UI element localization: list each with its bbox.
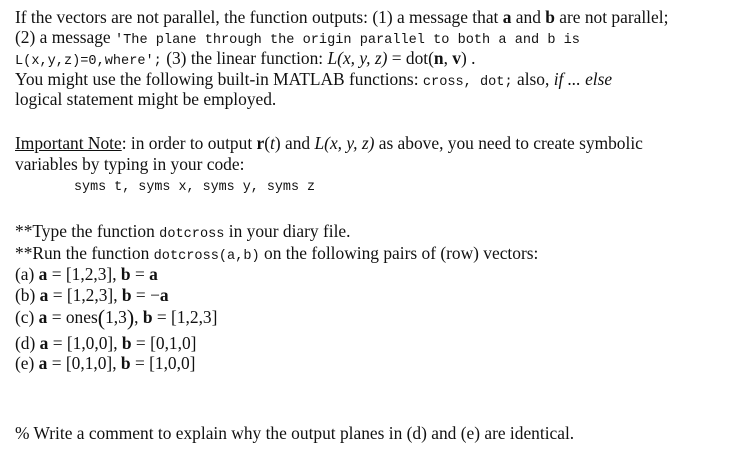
- vector-a: a: [149, 264, 158, 284]
- text-segment: are not parallel;: [554, 7, 669, 27]
- item-value: = [1,0,0]: [130, 353, 196, 373]
- list-item-e: [15, 353, 195, 373]
- item-value: = [1,2,3],: [48, 285, 122, 305]
- text-segment: (3) the linear function:: [161, 48, 328, 68]
- code-dotcross: dotcross: [159, 227, 225, 242]
- code-message: 'The plane through the origin parallel to both a and b is: [114, 33, 580, 48]
- math-L: L: [314, 133, 325, 153]
- vector-a: a: [39, 333, 49, 353]
- item-value: 1,3: [105, 307, 127, 327]
- item-value: = [1,2,3],: [47, 264, 121, 284]
- math-eq: = dot(: [387, 48, 434, 68]
- vector-a: a: [159, 285, 169, 305]
- vector-a: a: [38, 353, 48, 373]
- math-t: t: [270, 133, 275, 153]
- item-value: = [1,2,3]: [152, 307, 218, 327]
- math-close: ) .: [460, 48, 476, 68]
- math-L: L: [327, 48, 338, 68]
- vector-r: r: [256, 133, 265, 153]
- math-big-paren: (: [97, 305, 106, 330]
- item-value: =: [130, 264, 150, 284]
- text-segment: : in order to output: [121, 133, 257, 153]
- code-syms-text: syms t, syms x, syms y, syms z: [74, 180, 316, 195]
- if-else-text: if ... else: [553, 69, 613, 89]
- text-segment: on the following pairs of (row) vectors:: [259, 243, 539, 263]
- vector-a: a: [38, 307, 48, 327]
- text-segment: logical statement might be employed.: [15, 89, 277, 109]
- text-segment: as above, you need to create symbolic: [374, 133, 643, 153]
- text-line-6: [15, 133, 643, 153]
- item-value: ,: [134, 307, 143, 327]
- text-line-7: [15, 154, 244, 174]
- text-segment: (2) a message: [15, 27, 115, 47]
- math-big-paren: ): [126, 305, 135, 330]
- code-dotcross-call: dotcross(a,b): [153, 249, 260, 264]
- item-label: (c): [15, 307, 39, 327]
- important-note-label: Important Note: [15, 133, 122, 153]
- vector-b: b: [121, 285, 132, 305]
- text-segment: and: [280, 133, 315, 153]
- item-label: (a): [15, 264, 39, 284]
- item-value: = [1,0,0],: [48, 333, 122, 353]
- vector-a: a: [38, 264, 48, 284]
- text-segment: **Run the function: [15, 243, 154, 263]
- list-item-d: [15, 333, 196, 353]
- vector-b: b: [142, 307, 153, 327]
- text-segment: in your diary file.: [224, 221, 351, 241]
- math-args: (x, y, z): [337, 48, 388, 68]
- item-label: (e): [15, 353, 39, 373]
- code-message-end: L(x,y,z)=0,where';: [15, 54, 162, 69]
- text-line-1: [15, 7, 668, 27]
- math-paren: (: [264, 133, 271, 153]
- text-segment: You might use the following built-in MATLAB functions:: [15, 69, 423, 89]
- text-line-comment: [15, 423, 574, 443]
- vector-b: b: [120, 353, 131, 373]
- text-segment: also,: [512, 69, 554, 89]
- vector-b: b: [121, 333, 132, 353]
- code-functions: cross, dot;: [422, 75, 513, 90]
- vector-b: b: [120, 264, 131, 284]
- code-syms: [74, 178, 315, 198]
- item-value: = [0,1,0],: [47, 353, 121, 373]
- text-segment: variables by typing in your code:: [15, 154, 245, 174]
- vector-a: a: [502, 7, 512, 27]
- text-segment: If the vectors are not parallel, the function outputs: (1) a message that: [15, 7, 503, 27]
- item-label: (d): [15, 333, 40, 353]
- item-value: = −: [131, 285, 160, 305]
- math-paren: ): [274, 133, 281, 153]
- list-item-c: [15, 305, 218, 330]
- vector-b: b: [545, 7, 555, 27]
- text-line-5: [15, 89, 276, 109]
- list-item-a: [15, 264, 158, 284]
- vector-v: v: [452, 48, 461, 68]
- comment-instruction: % Write a comment to explain why the output planes in (d) and (e) are identical.: [15, 423, 575, 443]
- list-item-b: [15, 285, 169, 305]
- text-segment: and: [511, 7, 546, 27]
- math-comma: ,: [443, 48, 453, 68]
- text-line-9: [15, 221, 350, 245]
- item-value: = [0,1,0]: [131, 333, 197, 353]
- math-args: (x, y, z): [324, 133, 375, 153]
- vector-a: a: [39, 285, 49, 305]
- text-segment: **Type the function: [15, 221, 160, 241]
- item-value: = ones: [47, 307, 98, 327]
- vector-n: n: [433, 48, 444, 68]
- item-label: (b): [15, 285, 40, 305]
